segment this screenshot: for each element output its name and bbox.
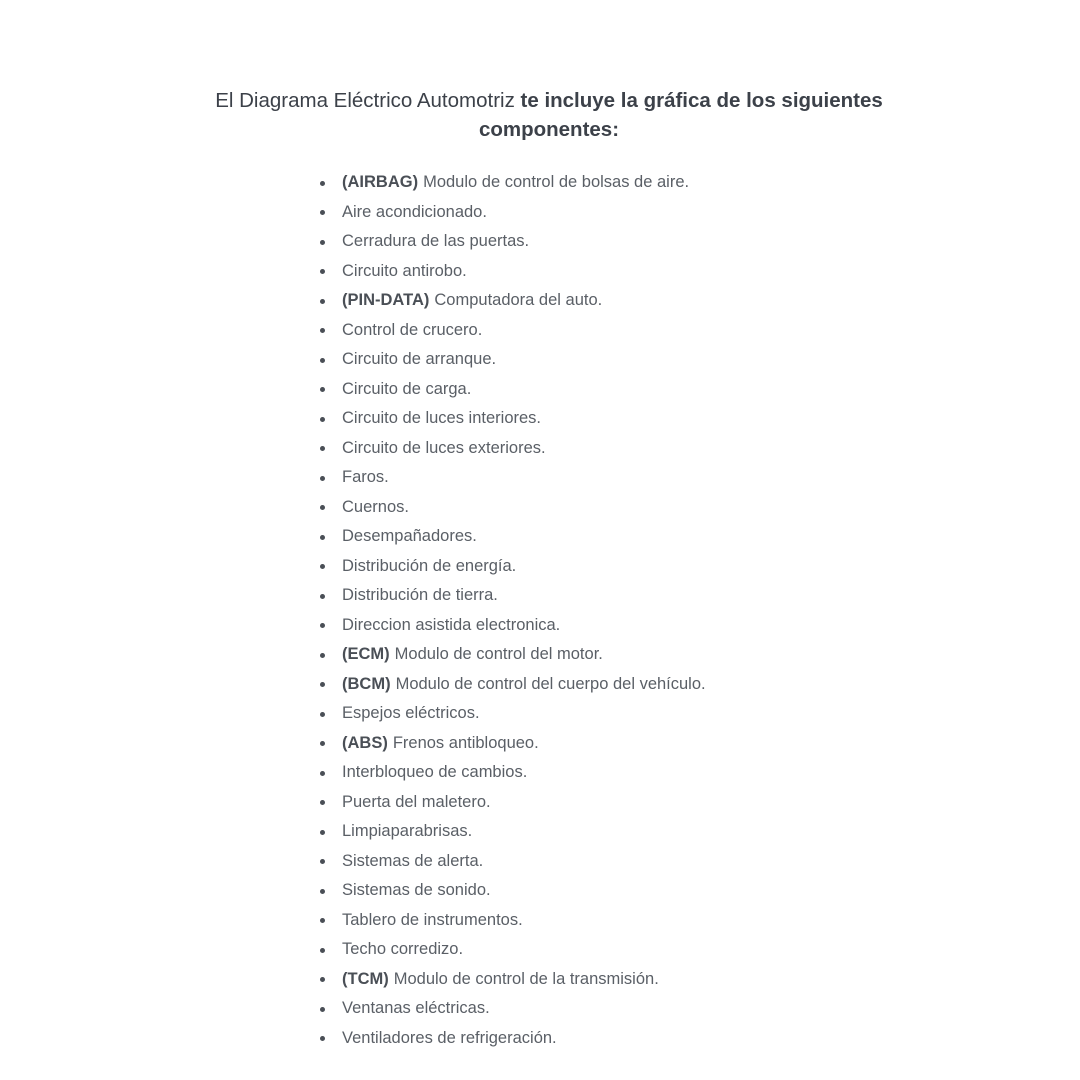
list-item — [318, 286, 706, 316]
component-text: Circuito de luces interiores. — [342, 409, 541, 427]
list-item — [318, 345, 706, 375]
component-text: Espejos eléctricos. — [342, 704, 480, 722]
bullet-icon — [320, 417, 325, 422]
component-text: Circuito antirobo. — [342, 261, 467, 280]
list-item — [318, 434, 706, 464]
intro-text: El Diagrama Eléctrico Automotriz — [215, 89, 521, 112]
component-text: Techo corredizo. — [342, 940, 464, 958]
component-text: Desempañadores. — [342, 527, 477, 545]
component-text: Aire acondicionado. — [342, 202, 487, 221]
list-item — [318, 227, 706, 257]
bullet-icon — [320, 830, 325, 835]
list-item — [318, 758, 706, 788]
component-text: Puerta del maletero. — [342, 792, 491, 811]
list-item — [318, 729, 706, 759]
list-item — [318, 640, 706, 670]
list-item — [318, 375, 706, 405]
component-code: (BCM) — [342, 674, 391, 693]
component-text: Interbloqueo de cambios. — [342, 763, 528, 781]
component-code: (TCM) — [342, 969, 389, 988]
component-text: Distribución de tierra. — [342, 586, 498, 604]
list-item — [318, 581, 706, 611]
list-item — [318, 699, 706, 729]
component-text: Modulo de control del cuerpo del vehículo. — [395, 674, 706, 693]
list-item — [318, 316, 706, 346]
component-code: (PIN-DATA) — [342, 291, 430, 309]
component-text: Modulo de control del motor. — [394, 645, 603, 663]
bullet-icon — [320, 358, 325, 363]
bullet-icon — [320, 1007, 325, 1012]
intro-heading — [190, 86, 908, 144]
list-item — [318, 522, 706, 552]
bullet-icon — [320, 859, 325, 864]
component-text: Modulo de control de bolsas de aire. — [423, 173, 690, 191]
component-code: (ECM) — [342, 645, 390, 663]
component-text: Faros. — [342, 468, 389, 486]
component-text: Cerradura de las puertas. — [342, 232, 530, 250]
bullet-icon — [320, 269, 325, 274]
component-text: Modulo de control de la transmisión. — [393, 969, 659, 988]
bullet-icon — [320, 712, 325, 717]
component-text: Control de crucero. — [342, 320, 483, 339]
component-text: Limpiaparabrisas. — [342, 822, 473, 840]
bullet-icon — [320, 977, 325, 982]
list-item — [318, 1024, 706, 1054]
bullet-icon — [320, 446, 325, 451]
list-item — [318, 788, 706, 818]
list-item — [318, 876, 706, 906]
list-item — [318, 168, 706, 198]
bullet-icon — [320, 476, 325, 481]
component-text: Circuito de carga. — [342, 379, 472, 398]
component-text: Circuito de arranque. — [342, 350, 497, 368]
bullet-icon — [320, 1036, 325, 1041]
component-text: Sistemas de sonido. — [342, 881, 491, 899]
component-text: Ventiladores de refrigeración. — [342, 1028, 557, 1047]
component-text: Ventanas eléctricas. — [342, 999, 490, 1017]
list-item — [318, 611, 706, 641]
bullet-icon — [320, 505, 325, 510]
bullet-icon — [320, 387, 325, 392]
component-text: Cuernos. — [342, 497, 409, 516]
component-list — [318, 168, 706, 1053]
component-text: Direccion asistida electronica. — [342, 615, 561, 634]
component-text: Frenos antibloqueo. — [392, 733, 539, 752]
bullet-icon — [320, 623, 325, 628]
bullet-icon — [320, 771, 325, 776]
component-text: Circuito de luces exteriores. — [342, 438, 546, 457]
bullet-icon — [320, 800, 325, 805]
list-item — [318, 463, 706, 493]
list-item — [318, 257, 706, 287]
bullet-icon — [320, 535, 325, 540]
intro-emphasis: te incluye la gráfica de los siguientes componentes: — [478, 89, 883, 141]
bullet-icon — [320, 918, 325, 923]
list-item — [318, 847, 706, 877]
bullet-icon — [320, 741, 325, 746]
bullet-icon — [320, 210, 325, 215]
list-item — [318, 670, 706, 700]
component-code: (AIRBAG) — [342, 173, 419, 191]
bullet-icon — [320, 564, 325, 569]
list-item — [318, 965, 706, 995]
list-item — [318, 935, 706, 965]
bullet-icon — [320, 948, 325, 953]
component-text: Computadora del auto. — [434, 291, 603, 309]
list-item — [318, 994, 706, 1024]
component-text: Distribución de energía. — [342, 556, 517, 575]
list-item — [318, 906, 706, 936]
list-item — [318, 198, 706, 228]
component-code: (ABS) — [342, 733, 388, 752]
bullet-icon — [320, 328, 325, 333]
bullet-icon — [320, 653, 325, 658]
component-text: Tablero de instrumentos. — [342, 910, 523, 929]
component-text: Sistemas de alerta. — [342, 851, 484, 870]
bullet-icon — [320, 594, 325, 599]
bullet-icon — [320, 181, 325, 186]
list-item — [318, 404, 706, 434]
bullet-icon — [320, 240, 325, 245]
list-item — [318, 552, 706, 582]
list-item — [318, 817, 706, 847]
bullet-icon — [320, 682, 325, 687]
bullet-icon — [320, 299, 325, 304]
bullet-icon — [320, 889, 325, 894]
list-item — [318, 493, 706, 523]
